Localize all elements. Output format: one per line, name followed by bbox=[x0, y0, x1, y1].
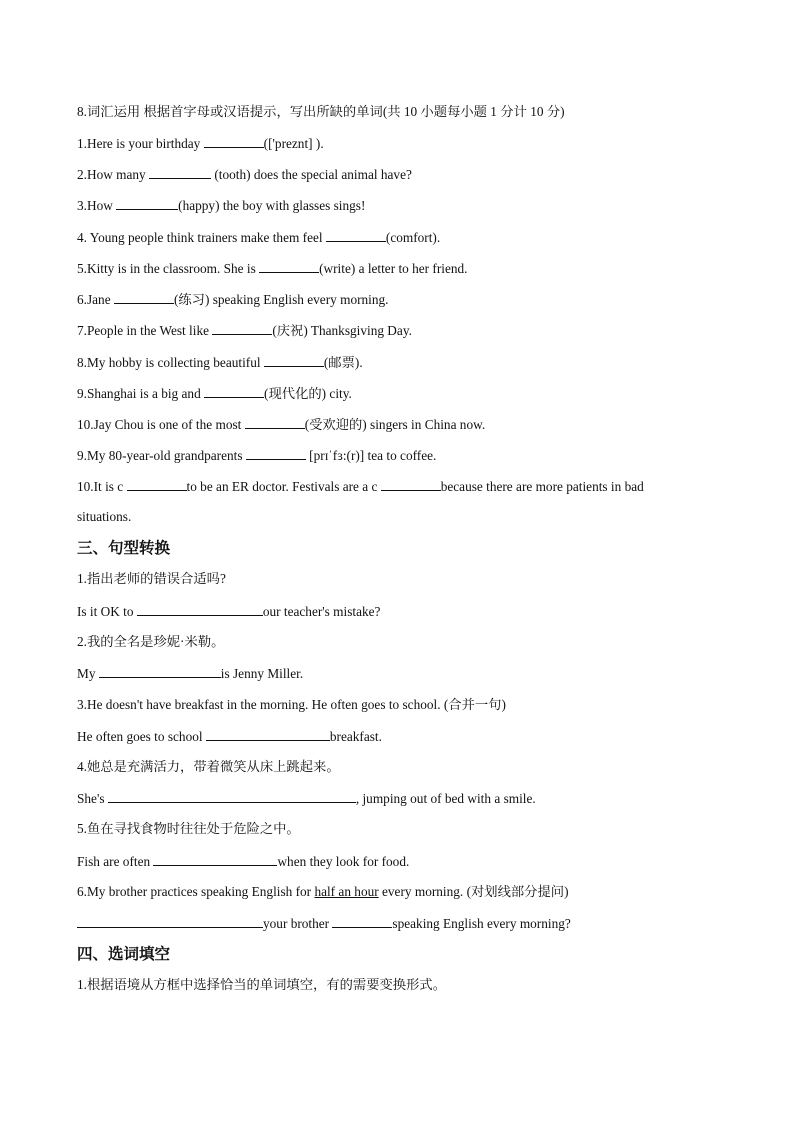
section-4-title: 四、选词填空 bbox=[77, 945, 171, 963]
transform-6-sentence: 6.My brother practices speaking English for half an hour every morning. (对划线部分提问) bbox=[77, 884, 569, 899]
transform-2-answer: My is Jenny Miller. bbox=[77, 666, 304, 681]
answer-blank[interactable] bbox=[153, 852, 277, 866]
answer-blank[interactable] bbox=[206, 727, 330, 741]
answer-blank[interactable] bbox=[137, 602, 263, 616]
transform-1-answer: Is it OK to our teacher's mistake? bbox=[77, 604, 381, 619]
vocab-question-6: 6.Jane (练习) speaking English every morning. bbox=[77, 292, 389, 307]
answer-blank[interactable] bbox=[77, 914, 263, 928]
vocab-question-7: 7.People in the West like (庆祝) Thanksgiving Day. bbox=[77, 323, 412, 338]
vocab-question-11: 9.My 80-year-old grandparents [prɪˈfɜ:(r)] tea to coffee. bbox=[77, 448, 437, 463]
section-2-title: 8.词汇运用 根据首字母或汉语提示，写出所缺的单词(共 10 小题每小题 1 分计 10 分) bbox=[77, 104, 565, 119]
vocab-question-1: 1.Here is your birthday (['preznt] ). bbox=[77, 136, 324, 151]
transform-5-answer: Fish are often when they look for food. bbox=[77, 854, 410, 869]
answer-blank[interactable] bbox=[381, 477, 441, 491]
answer-blank[interactable] bbox=[264, 353, 324, 367]
transform-6-answer: your brother speaking English every morning? bbox=[77, 914, 571, 933]
transform-5-chinese: 5.鱼在寻找食物时往往处于危险之中。 bbox=[77, 821, 300, 836]
answer-blank[interactable] bbox=[114, 290, 174, 304]
vocab-question-2: 2.How many (tooth) does the special animal have? bbox=[77, 167, 412, 182]
section-3-title: 三、句型转换 bbox=[77, 539, 171, 557]
underlined-phrase: half an hour bbox=[314, 884, 379, 899]
answer-blank[interactable] bbox=[99, 664, 221, 678]
answer-blank[interactable] bbox=[127, 477, 187, 491]
transform-4-chinese: 4.她总是充满活力，带着微笑从床上跳起来。 bbox=[77, 759, 340, 774]
answer-blank[interactable] bbox=[259, 259, 319, 273]
section-4-instruction: 1.根据语境从方框中选择恰当的单词填空，有的需要变换形式。 bbox=[77, 977, 446, 992]
transform-3-sentences: 3.He doesn't have breakfast in the morning. He often goes to school. (合并一句) bbox=[77, 697, 506, 712]
transform-1-chinese: 1.指出老师的错误合适吗? bbox=[77, 571, 226, 586]
answer-blank[interactable] bbox=[204, 134, 264, 148]
answer-blank[interactable] bbox=[245, 415, 305, 429]
answer-blank[interactable] bbox=[149, 165, 211, 179]
answer-blank[interactable] bbox=[326, 228, 386, 242]
vocab-question-9: 9.Shanghai is a big and (现代化的) city. bbox=[77, 386, 352, 401]
vocab-question-8: 8.My hobby is collecting beautiful (邮票). bbox=[77, 355, 363, 370]
vocab-question-12: 10.It is c to be an ER doctor. Festivals are a c because there are more patients in bad bbox=[77, 479, 644, 494]
vocab-question-3: 3.How (happy) the boy with glasses sings! bbox=[77, 198, 366, 213]
transform-2-chinese: 2.我的全名是珍妮·米勒。 bbox=[77, 634, 225, 649]
transform-4-answer: She's , jumping out of bed with a smile. bbox=[77, 791, 536, 806]
answer-blank[interactable] bbox=[204, 384, 264, 398]
vocab-question-4: 4. Young people think trainers make them feel (comfort). bbox=[77, 230, 441, 245]
vocab-question-10: 10.Jay Chou is one of the most (受欢迎的) singers in China now. bbox=[77, 417, 486, 432]
transform-3-answer: He often goes to school breakfast. bbox=[77, 729, 382, 744]
answer-blank[interactable] bbox=[332, 914, 392, 928]
answer-blank[interactable] bbox=[246, 446, 306, 460]
answer-blank[interactable] bbox=[116, 196, 178, 210]
answer-blank[interactable] bbox=[212, 321, 272, 335]
vocab-question-5: 5.Kitty is in the classroom. She is (write) a letter to her friend. bbox=[77, 261, 468, 276]
answer-blank[interactable] bbox=[108, 789, 356, 803]
vocab-question-12-continued: situations. bbox=[77, 509, 132, 524]
